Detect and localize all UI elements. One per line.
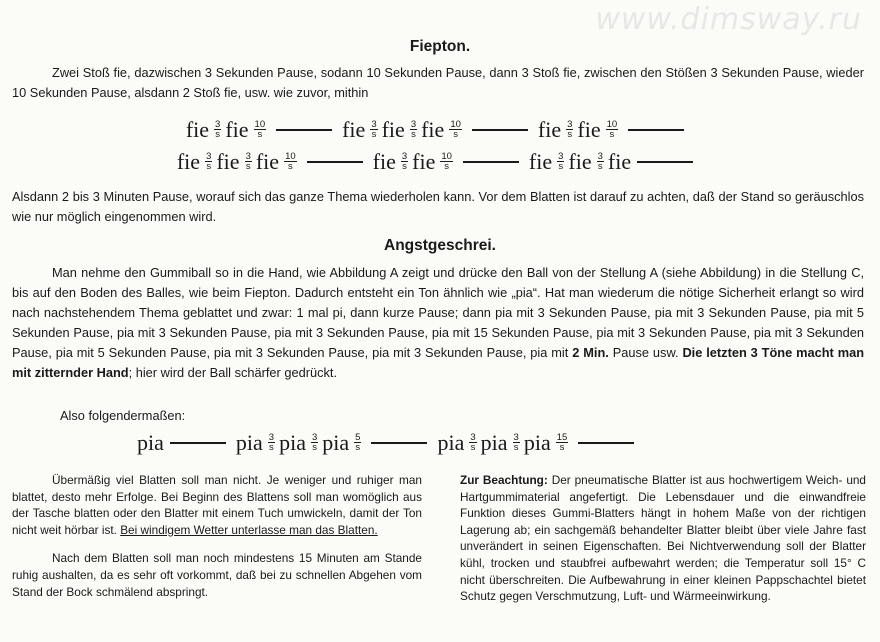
long-pause-dash — [463, 161, 519, 163]
denominator: s — [355, 442, 361, 454]
denominator: s — [269, 442, 274, 454]
numerator: 3 — [215, 119, 221, 131]
note-fie: fie — [255, 148, 280, 174]
long-pause-dash — [307, 161, 363, 163]
note-pia: pia — [322, 429, 350, 455]
denominator: s — [597, 161, 603, 173]
long-pause-dash — [170, 442, 226, 444]
note-label: Zur Beachtung: — [460, 473, 548, 487]
angst-text-end: ; hier wird der Ball schärfer gedrückt. — [128, 365, 337, 380]
long-pause-dash — [276, 129, 332, 131]
denominator: s — [312, 442, 317, 454]
angst-text-mid: Pause usw. — [608, 345, 683, 360]
left-text: Übermäßig viel Blatten soll man nicht. Je weniger und ruhiger man blattet, desto mehr Erfolge. Bei Beginn des Blattens soll man womöglich aus der Tasche blatten oder den Blatter mit einem Tuch umwickeln, damit der Ton nicht weit hörbar ist. — [12, 473, 422, 537]
left-paragraph-1 — [12, 472, 422, 538]
numerator: 3 — [513, 432, 519, 444]
left-underlined-text: Bei windigem Wetter unterlasse man das Blatten. — [120, 522, 378, 537]
section-title-fiepton: Fiepton. — [409, 38, 471, 55]
pause-fraction — [449, 120, 462, 139]
long-pause-dash — [637, 161, 693, 163]
pause-fraction — [557, 152, 564, 171]
denominator: s — [513, 442, 519, 454]
note-fie: fie — [216, 148, 240, 174]
angst-text-main: Man nehme den Gummiball so in die Hand, wie Abbildung A zeigt und drücke den Ball von der Stellung A (siehe Abbildung) in die Stellung C, bis auf den Boden des Balles, wie beim Fiepton. Dadurch entsteht ein Ton ähnlich wie „pia“. Hat man wiederum die nötige Sicherheit erlangt so wird nach nachstehendem Thema geblattet und zwar: 1 mal pi, dann kurze Pause; dann pia mit 3 Sekunden Pause, pia mit 3 Sekunden Pause, pia mit 5 Sekunden Pause, pia mit 3 Sekunden Pause, pia mit 3 Sekunden Pause, pia mit 15 Sekunden Pause, pia mit 3 Sekunden Pause, pia mit 3 Sekunden Pause, pia mit 5 Sekunden Pause, pia mit 3 Sekunden Pause, pia mit 3 Sekunden Pause, pia mit — [12, 265, 864, 360]
denominator: s — [411, 129, 416, 141]
numerator: 10 — [606, 119, 618, 131]
denominator: s — [453, 129, 458, 141]
numerator: 3 — [371, 119, 377, 131]
angst-bold-duration: 2 Min. — [572, 345, 609, 360]
numerator: 10 — [254, 119, 266, 131]
pause-fraction — [469, 433, 476, 452]
numerator: 3 — [410, 119, 417, 131]
note-pia: pia — [279, 429, 306, 455]
numerator: 3 — [558, 151, 564, 163]
pause-fraction — [214, 120, 221, 139]
note-fie: fie — [225, 116, 249, 142]
numerator: 3 — [567, 119, 573, 131]
pause-fraction — [401, 152, 408, 171]
denominator: s — [567, 129, 573, 141]
note-fie: fie — [568, 148, 592, 174]
angst-notation-line — [137, 428, 644, 456]
numerator: 3 — [268, 432, 275, 444]
note-fie: fie — [607, 148, 632, 174]
numerator: 10 — [285, 151, 296, 163]
pause-fraction — [566, 120, 573, 139]
pause-fraction — [205, 152, 212, 171]
pause-fraction — [354, 433, 361, 452]
denominator: s — [215, 129, 221, 141]
denominator: s — [206, 161, 212, 173]
fiepton-after-paragraph: Alsdann 2 bis 3 Minuten Pause, worauf sich das ganze Thema wiederholen kann. Vor dem Blatten ist darauf zu achten, daß der Stand so geräuschlos wie nur möglich eingenommen wird. — [12, 189, 864, 224]
denominator: s — [609, 129, 615, 141]
pause-fraction — [410, 120, 417, 139]
denominator: s — [245, 161, 251, 173]
angst-paragraph — [12, 263, 864, 383]
long-pause-dash — [472, 129, 528, 131]
pause-fraction — [606, 120, 619, 139]
numerator: 5 — [355, 432, 361, 444]
denominator: s — [470, 442, 476, 454]
note-fie: fie — [577, 116, 601, 142]
denominator: s — [558, 161, 564, 173]
left-paragraph-2: Nach dem Blatten soll man noch mindestens 15 Minuten am Stande ruhig aushalten, da es sehr oft vorkommt, daß bei zu schnellen Abgehen vom Stand der Bock schmälend abspringt. — [12, 551, 422, 599]
note-pia: pia — [137, 429, 164, 455]
denominator: s — [402, 161, 407, 173]
fiepton-notation-line-1 — [0, 115, 880, 143]
numerator: 3 — [597, 151, 603, 163]
denominator: s — [559, 442, 565, 454]
note-fie: fie — [421, 116, 445, 142]
note-pia: pia — [480, 429, 508, 455]
pause-fraction — [254, 120, 267, 139]
note-fie: fie — [342, 116, 366, 142]
pause-fraction — [513, 433, 520, 452]
long-pause-dash — [578, 442, 634, 444]
section-title-angstgeschrei: Angstgeschrei. — [384, 237, 496, 254]
denominator: s — [287, 161, 293, 173]
left-column — [12, 472, 422, 600]
note-pia: pia — [235, 429, 263, 455]
long-pause-dash — [628, 129, 684, 131]
pause-fraction — [268, 433, 275, 452]
note-fie: fie — [381, 116, 405, 142]
denominator: s — [257, 129, 263, 141]
numerator: 3 — [401, 151, 408, 163]
pause-fraction — [284, 152, 297, 171]
long-pause-dash — [371, 442, 427, 444]
also-label: Also folgendermaßen: — [60, 408, 186, 423]
pause-fraction — [556, 433, 569, 452]
fiepton-paragraph: Zwei Stoß fie, dazwischen 3 Sekunden Pause, sodann 10 Sekunden Pause, dann 3 Stoß fie, zwischen den Stößen 3 Sekunden Pause, wieder 10 Sekunden Pause, alsdann 2 Stoß fie, usw. wie zuvor, mithin — [12, 65, 864, 100]
numerator: 10 — [441, 151, 452, 163]
note-text: Der pneumatische Blatter ist aus hochwertigem Weich- und Hartgummimaterial angefertigt. Die Lebensdauer und die einwandfreie Funktion dieses Gummi-Blatters hängt in hohem Maße von der richtigen Lagerung ab; ein sachgemäß behandelter Blatter bleibt über viele Jahre fast unverändert in seinen Eigenschaften. Bei Nichtverwendung soll der Blatter kühl, trocken und staubfrei aufbewahrt werden; die Temperatur soll 15° C nicht überschreiten. Die Aufbewahrung in einer kleinen Pappschachtel bietet Schutz gegen Verschmutzung, Luft- und Wärmeeinwirkung. — [460, 473, 866, 604]
note-fie: fie — [412, 148, 436, 174]
pause-fraction — [370, 120, 377, 139]
note-fie: fie — [528, 148, 553, 174]
right-column — [460, 472, 866, 605]
note-pia: pia — [523, 429, 551, 455]
note-pia: pia — [437, 429, 465, 455]
fiepton-notation-line-2 — [0, 147, 880, 175]
pause-fraction — [440, 152, 453, 171]
denominator: s — [371, 129, 377, 141]
numerator: 10 — [450, 119, 461, 131]
note-fie: fie — [537, 116, 562, 142]
numerator: 3 — [245, 151, 251, 163]
numerator: 3 — [470, 432, 476, 444]
pause-fraction — [311, 433, 318, 452]
note-fie: fie — [372, 148, 396, 174]
denominator: s — [444, 161, 449, 173]
pause-fraction — [245, 152, 252, 171]
pause-fraction — [597, 152, 604, 171]
note-fie: fie — [185, 116, 210, 142]
numerator: 15 — [556, 432, 568, 444]
numerator: 3 — [206, 151, 212, 163]
numerator: 3 — [311, 432, 318, 444]
note-fie: fie — [176, 148, 201, 174]
angst-bold-instruction: Die letzten 3 Töne macht man mit zitternder Hand — [12, 345, 865, 380]
watermark: www.dimsway.ru — [595, 2, 862, 37]
